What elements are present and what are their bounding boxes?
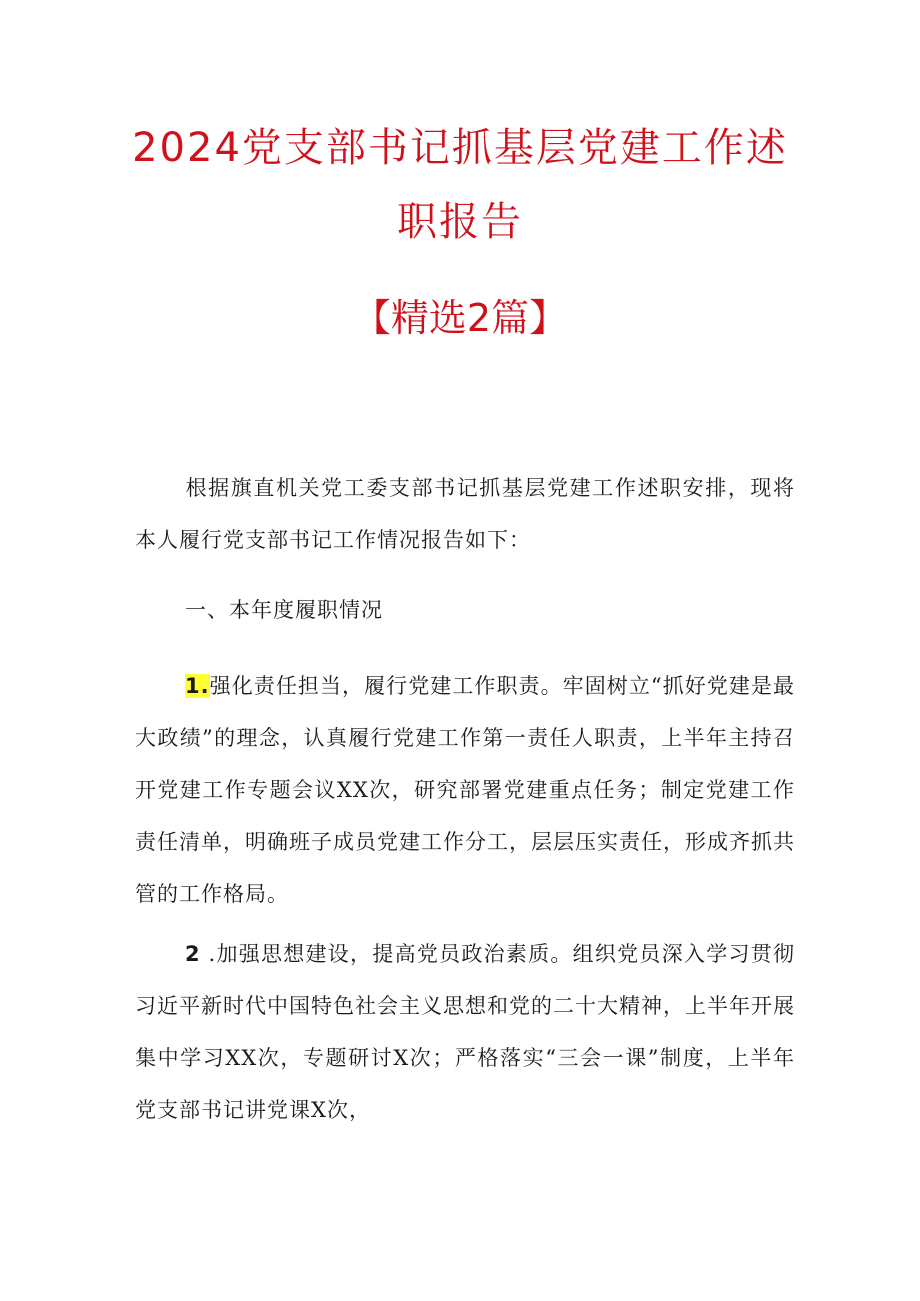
section-heading	[135, 584, 795, 636]
item-1-text: 强化责任担当，履行党建工作职责。牢固树立“抓好党建是最大政绩”的理念，认真履行党建工作第一责任人职责，上半年主持召开党建工作专题会议XX次，研究部署党建重点任务；制定党建工作责任清单，明确班子成员党建工作分工，层层压实责任，形成齐抓共管的工作格局。	[135, 674, 795, 906]
section-heading-text: 一、本年度履职情况	[185, 598, 383, 622]
item-2-paragraph	[135, 928, 795, 1136]
item-2-text: .加强思想建设，提高党员政治素质。组织党员深入学习贯彻习近平新时代中国特色社会主义思想和党的二十大精神，上半年开展集中学习XX次，专题研讨X次；严格落实“三会一课”制度，上半年党支部书记讲党课X次，	[135, 942, 795, 1122]
item-1-paragraph	[135, 660, 795, 920]
document-subtitle: 【精选2篇】	[352, 296, 568, 340]
item-2-number: 2	[185, 942, 201, 966]
document-title-line-1: 2024党支部书记抓基层党建工作述	[132, 125, 788, 171]
intro-text: 根据旗直机关党工委支部书记抓基层党建工作述职安排，现将本人履行党支部书记工作情况报告如下：	[135, 476, 795, 552]
document-title-line-2: 职报告	[397, 199, 523, 245]
intro-paragraph	[135, 462, 795, 566]
item-1-number: 1.	[185, 674, 210, 698]
